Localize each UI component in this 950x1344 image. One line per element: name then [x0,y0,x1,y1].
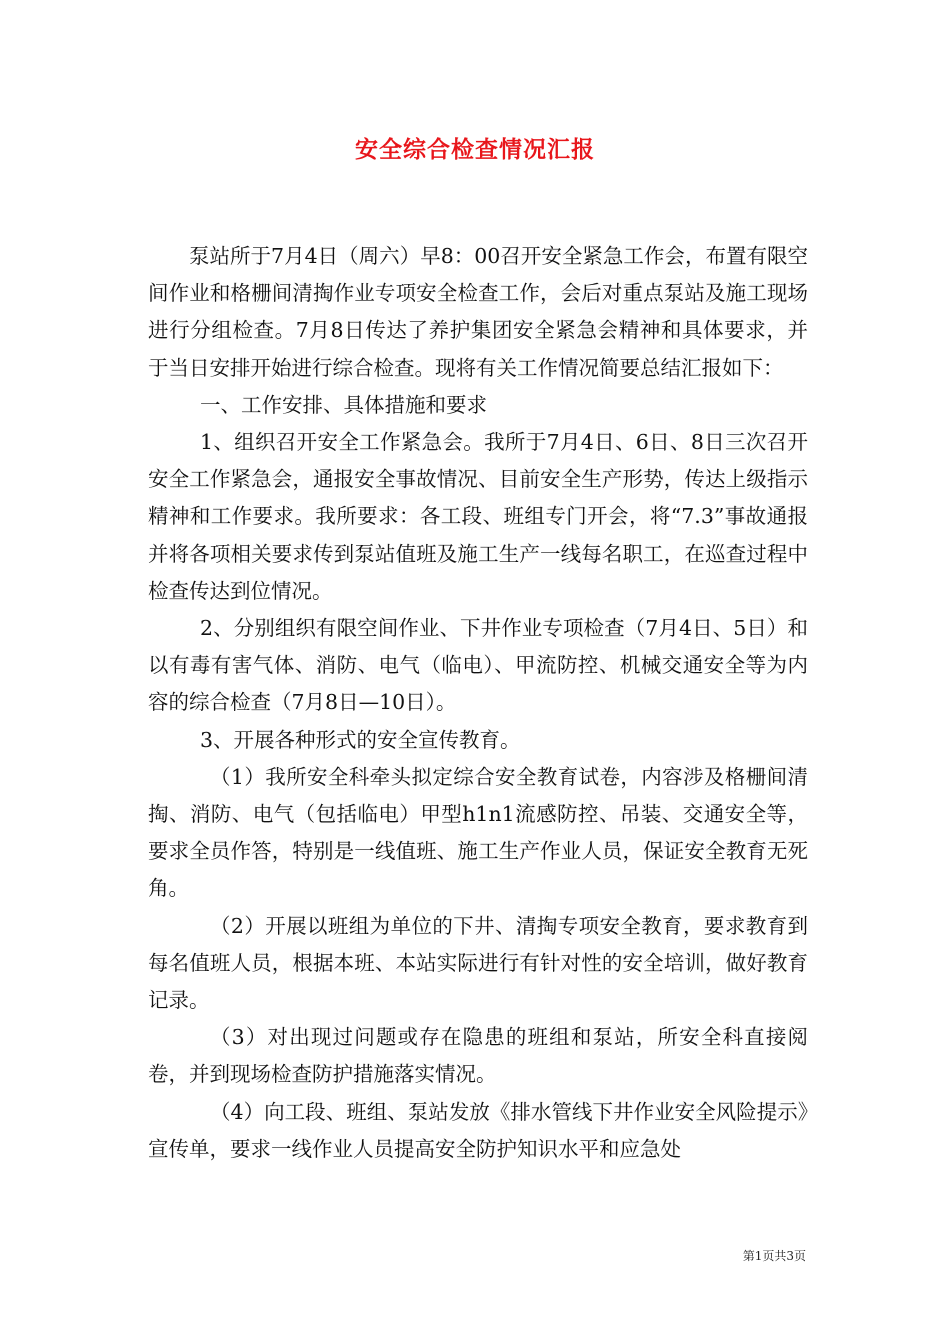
page-number: 第1页共3页 [742,1249,806,1263]
paragraph-item-1: 1、组织召开安全工作紧急会。我所于7月4日、6日、8日三次召开安全工作紧急会，通报安全事故情况、目前安全生产形势，传达上级指示精神和工作要求。我所要求：各工段、班组专门开会，将“7.3”事故通报并将各项相关要求传到泵站值班及施工生产一线每名职工，在巡查过程中检查传达到位情况。 [148,430,808,603]
document-title: 安全综合检查情况汇报 [355,136,595,163]
paragraph-sub-2: （2）开展以班组为单位的下井、清掏专项安全教育，要求教育到每名值班人员，根据本班、本站实际进行有针对性的安全培训，做好教育记录。 [148,913,808,1013]
paragraph-sub-1: （1）我所安全科牵头拟定综合安全教育试卷，内容涉及格栅间清掏、消防、电气（包括临电）甲型h1n1流感防控、吊装、交通安全等，要求全员作答，特别是一线值班、施工生产作业人员，保证安全教育无死角。 [148,764,808,901]
paragraph-sub-4: （4）向工段、班组、泵站发放《排水管线下井作业安全风险提示》宣传单，要求一线作业人员提高安全防护知识水平和应急处 [148,1099,808,1161]
paragraph-item-2: 2、分别组织有限空间作业、下井作业专项检查（7月4日、5日）和以有毒有害气体、消防、电气（临电）、甲流防控、机械交通安全等为内容的综合检查（7月8日—10日）。 [148,616,808,715]
section-heading: 一、工作安排、具体措施和要求 [200,392,487,417]
paragraph-sub-3: （3）对出现过问题或存在隐患的班组和泵站，所安全科直接阅卷，并到现场检查防护措施落实情况。 [148,1025,808,1087]
document-body [148,238,808,1168]
paragraph-item-3: 3、开展各种形式的安全宣传教育。 [200,727,521,752]
paragraph-intro: 泵站所于7月4日（周六）早8：00召开安全紧急工作会，布置有限空间作业和格栅间清掏作业专项安全检查工作，会后对重点泵站及施工现场进行分组检查。7月8日传达了养护集团安全紧急会精神和具体要求，并于当日安排开始进行综合检查。现将有关工作情况简要总结汇报如下： [148,244,808,380]
